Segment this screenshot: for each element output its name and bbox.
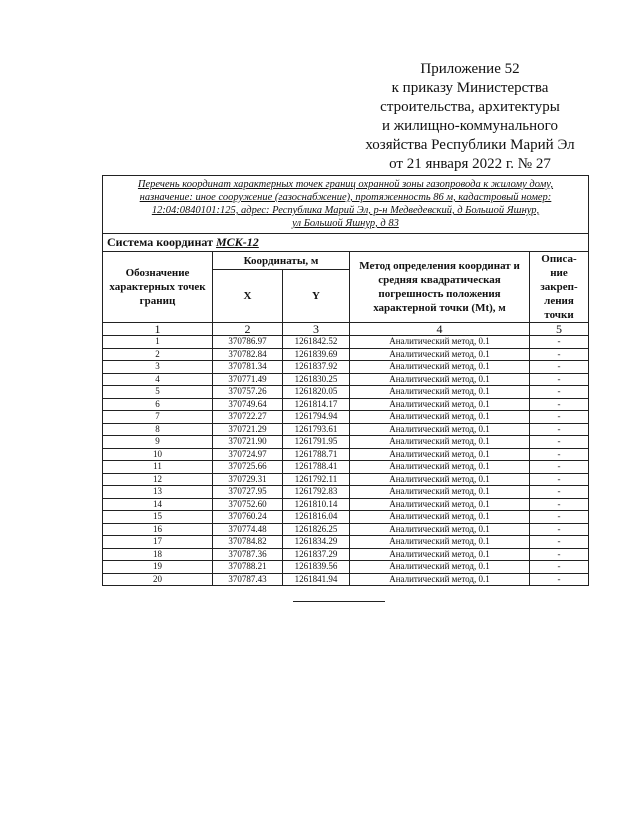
cell-y: 1261792.83 — [283, 486, 350, 499]
table-row — [103, 548, 589, 561]
cell-description: - — [530, 573, 589, 586]
table-row — [103, 361, 589, 374]
cell-description: - — [530, 473, 589, 486]
header-x: X — [213, 270, 283, 323]
cell-point-number: 4 — [103, 373, 213, 386]
cell-point-number: 11 — [103, 461, 213, 474]
header-description-line: точки — [544, 309, 574, 321]
cell-y: 1261841.94 — [283, 573, 350, 586]
cell-y: 1261814.17 — [283, 398, 350, 411]
cell-description: - — [530, 423, 589, 436]
cell-point-number: 3 — [103, 361, 213, 374]
appendix-line: и жилищно-коммунального — [382, 118, 558, 134]
cell-y: 1261820.05 — [283, 386, 350, 399]
cell-method: Аналитический метод, 0.1 — [350, 361, 530, 374]
cell-point-number: 8 — [103, 423, 213, 436]
cell-method: Аналитический метод, 0.1 — [350, 448, 530, 461]
cell-y: 1261816.04 — [283, 511, 350, 524]
table-row — [103, 336, 589, 349]
table-row — [103, 536, 589, 549]
cell-description: - — [530, 486, 589, 499]
cell-method: Аналитический метод, 0.1 — [350, 461, 530, 474]
cell-method: Аналитический метод, 0.1 — [350, 336, 530, 349]
cell-point-number: 16 — [103, 523, 213, 536]
cell-description: - — [530, 561, 589, 574]
cell-point-number: 7 — [103, 411, 213, 424]
cell-description: - — [530, 448, 589, 461]
table-row — [103, 423, 589, 436]
table-row — [103, 561, 589, 574]
header-description-line: ние — [550, 267, 568, 279]
cell-x: 370722.27 — [213, 411, 283, 424]
cell-point-number: 20 — [103, 573, 213, 586]
cell-description: - — [530, 511, 589, 524]
table-row — [103, 511, 589, 524]
cell-method: Аналитический метод, 0.1 — [350, 386, 530, 399]
header-description-line: Описа- — [541, 253, 577, 265]
cell-y: 1261788.41 — [283, 461, 350, 474]
cell-y: 1261788.71 — [283, 448, 350, 461]
cell-method: Аналитический метод, 0.1 — [350, 536, 530, 549]
cell-description: - — [530, 373, 589, 386]
cell-y: 1261834.29 — [283, 536, 350, 549]
table-row — [103, 461, 589, 474]
cell-point-number: 9 — [103, 436, 213, 449]
header-description — [530, 252, 589, 323]
cell-point-number: 17 — [103, 536, 213, 549]
cell-point-number: 14 — [103, 498, 213, 511]
column-number: 4 — [350, 323, 530, 336]
cell-method: Аналитический метод, 0.1 — [350, 473, 530, 486]
cell-x: 370771.49 — [213, 373, 283, 386]
cell-y: 1261837.29 — [283, 548, 350, 561]
cell-method: Аналитический метод, 0.1 — [350, 398, 530, 411]
cell-y: 1261830.25 — [283, 373, 350, 386]
cell-method: Аналитический метод, 0.1 — [350, 423, 530, 436]
table-row — [103, 386, 589, 399]
cell-x: 370786.97 — [213, 336, 283, 349]
cell-method: Аналитический метод, 0.1 — [350, 561, 530, 574]
caption-line: Перечень координат характерных точек границ охранной зоны газопровода к жилому дому, — [137, 179, 554, 190]
cell-y: 1261794.94 — [283, 411, 350, 424]
cell-description: - — [530, 536, 589, 549]
cell-point-number: 15 — [103, 511, 213, 524]
table-row — [103, 373, 589, 386]
cell-description: - — [530, 548, 589, 561]
cell-x: 370782.84 — [213, 348, 283, 361]
cell-y: 1261792.11 — [283, 473, 350, 486]
column-number: 3 — [283, 323, 350, 336]
cell-point-number: 2 — [103, 348, 213, 361]
cell-x: 370784.82 — [213, 536, 283, 549]
cell-description: - — [530, 398, 589, 411]
table-row — [103, 498, 589, 511]
cell-x: 370749.64 — [213, 398, 283, 411]
cell-point-number: 12 — [103, 473, 213, 486]
caption-line: ул Большой Яшнур, д 83 — [292, 218, 399, 229]
cell-point-number: 10 — [103, 448, 213, 461]
cell-point-number: 5 — [103, 386, 213, 399]
table-row — [103, 436, 589, 449]
coordinates-table — [102, 175, 589, 586]
appendix-header — [360, 60, 580, 174]
cell-x: 370727.95 — [213, 486, 283, 499]
table-row — [103, 348, 589, 361]
column-number: 5 — [530, 323, 589, 336]
caption-line: 12:04:0840101:125, адрес: Республика Марий Эл, р-н Медведевский, д Большой Яшнур, — [151, 205, 540, 216]
cell-point-number: 13 — [103, 486, 213, 499]
column-number: 1 — [103, 323, 213, 336]
cell-point-number: 6 — [103, 398, 213, 411]
cell-method: Аналитический метод, 0.1 — [350, 436, 530, 449]
cell-point-number: 1 — [103, 336, 213, 349]
caption-line: назначение: иное сооружение (газоснабжение), протяженность 86 м, кадастровый номер: — [139, 192, 552, 203]
cell-x: 370729.31 — [213, 473, 283, 486]
cell-x: 370760.24 — [213, 511, 283, 524]
cell-point-number: 19 — [103, 561, 213, 574]
cell-x: 370757.26 — [213, 386, 283, 399]
appendix-line: от 21 января 2022 г. № 27 — [389, 156, 551, 172]
header-designation: Обозначение характерных точек границ — [103, 252, 213, 323]
cell-x: 370781.34 — [213, 361, 283, 374]
coordinate-system — [103, 234, 589, 252]
cell-x: 370752.60 — [213, 498, 283, 511]
column-number: 2 — [213, 323, 283, 336]
table-row — [103, 486, 589, 499]
coordinate-system-name: МСК-12 — [215, 235, 259, 249]
cell-x: 370787.43 — [213, 573, 283, 586]
cell-x: 370721.90 — [213, 436, 283, 449]
appendix-line: строительства, архитектуры — [380, 99, 560, 115]
table-caption — [103, 176, 589, 234]
cell-x: 370787.36 — [213, 548, 283, 561]
table-row — [103, 448, 589, 461]
appendix-line: Приложение 52 — [420, 61, 520, 77]
coordinate-system-label: Система координат — [107, 235, 213, 249]
cell-method: Аналитический метод, 0.1 — [350, 486, 530, 499]
cell-point-number: 18 — [103, 548, 213, 561]
header-description-line: ления — [544, 295, 574, 307]
cell-method: Аналитический метод, 0.1 — [350, 573, 530, 586]
cell-y: 1261837.92 — [283, 361, 350, 374]
cell-y: 1261791.95 — [283, 436, 350, 449]
header-coordinates: Координаты, м — [213, 252, 350, 270]
cell-description: - — [530, 436, 589, 449]
cell-method: Аналитический метод, 0.1 — [350, 548, 530, 561]
table-row — [103, 523, 589, 536]
cell-method: Аналитический метод, 0.1 — [350, 348, 530, 361]
table-row — [103, 573, 589, 586]
appendix-line: хозяйства Республики Марий Эл — [365, 137, 575, 153]
cell-description: - — [530, 523, 589, 536]
table-row — [103, 411, 589, 424]
cell-x: 370788.21 — [213, 561, 283, 574]
cell-x: 370721.29 — [213, 423, 283, 436]
cell-method: Аналитический метод, 0.1 — [350, 411, 530, 424]
cell-y: 1261810.14 — [283, 498, 350, 511]
cell-description: - — [530, 386, 589, 399]
cell-method: Аналитический метод, 0.1 — [350, 498, 530, 511]
header-method: Метод определения координат и средняя квадратическая погрешность положения характерной точки (Mt), м — [350, 252, 530, 323]
cell-y: 1261826.25 — [283, 523, 350, 536]
cell-x: 370774.48 — [213, 523, 283, 536]
cell-description: - — [530, 361, 589, 374]
cell-y: 1261842.52 — [283, 336, 350, 349]
header-description-line: закреп- — [540, 281, 578, 293]
cell-description: - — [530, 348, 589, 361]
table-row — [103, 473, 589, 486]
cell-method: Аналитический метод, 0.1 — [350, 373, 530, 386]
cell-description: - — [530, 336, 589, 349]
appendix-line: к приказу Министерства — [391, 80, 549, 96]
cell-y: 1261839.69 — [283, 348, 350, 361]
cell-y: 1261793.61 — [283, 423, 350, 436]
cell-x: 370724.97 — [213, 448, 283, 461]
cell-x: 370725.66 — [213, 461, 283, 474]
cell-description: - — [530, 411, 589, 424]
table-row — [103, 398, 589, 411]
cell-method: Аналитический метод, 0.1 — [350, 511, 530, 524]
header-y: Y — [283, 270, 350, 323]
cell-description: - — [530, 498, 589, 511]
signature-line — [293, 601, 385, 602]
cell-y: 1261839.56 — [283, 561, 350, 574]
cell-method: Аналитический метод, 0.1 — [350, 523, 530, 536]
cell-description: - — [530, 461, 589, 474]
